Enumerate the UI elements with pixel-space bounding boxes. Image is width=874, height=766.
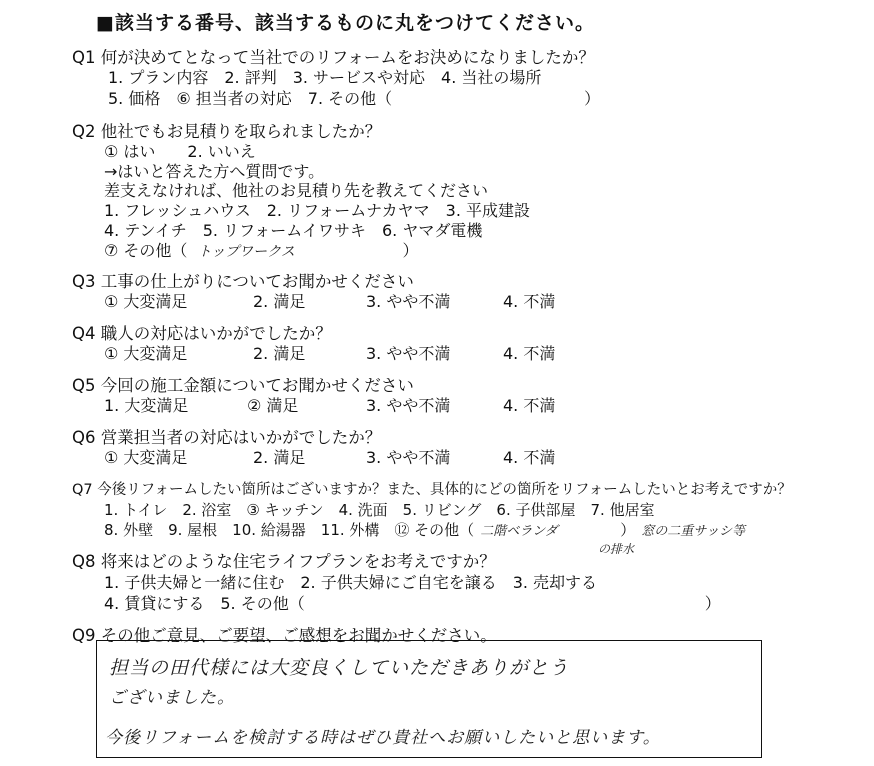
q4-option-3: 3. やや不満 xyxy=(366,344,451,363)
q3-question: Q3 工事の仕上がりについてお聞かせください xyxy=(72,272,414,291)
q5-option-2: ② 満足 xyxy=(247,396,299,415)
q2-answers: ① はい 2. いいえ xyxy=(104,142,256,161)
comment-line-1: 担当の田代様には大変良くしていただきありがとう xyxy=(109,657,570,679)
q7-other-handwritten-3: の排水 xyxy=(598,542,635,556)
q7-options-line1: 1. トイレ 2. 浴室 ③ キッチン 4. 洗面 5. リビング 6. 子供部屋 7. 他居室 xyxy=(104,501,655,519)
q2-question: Q2 他社でもお見積りを取られましたか？ xyxy=(72,122,382,141)
q7-other-close: ） xyxy=(620,521,636,539)
q8-question: Q8 将来はどのような住宅ライフプランをお考えですか？ xyxy=(72,552,496,571)
q2-other-label: ⑦ その他（ xyxy=(104,241,188,260)
q6-option-2: 2. 満足 xyxy=(253,448,306,467)
q4-option-4: 4. 不満 xyxy=(503,344,556,363)
q2-other-handwritten: トップワークス xyxy=(197,244,295,260)
q2-followup-1: →はいと答えた方へ質問です。 xyxy=(104,162,325,181)
q4-option-2: 2. 満足 xyxy=(253,344,306,363)
q7-options-line2 xyxy=(104,519,745,540)
q3-option-4: 4. 不満 xyxy=(503,292,556,311)
q2-options-line2: 4. テンイチ 5. リフォームイワサキ 6. ヤマダ電機 xyxy=(104,221,483,240)
comment-box xyxy=(96,640,762,758)
q2-followup-2: 差支えなければ、他社のお見積り先を教えてください xyxy=(104,181,489,200)
comment-line-3: 今後リフォームを検討する時はぜひ貴社へお願いしたいと思います。 xyxy=(105,728,661,748)
q2-options-line1: 1. フレッシュハウス 2. リフォームナカヤマ 3. 平成建設 xyxy=(104,201,531,220)
q3-option-1: ① 大変満足 xyxy=(104,292,188,311)
q1-question: Q1 何が決めてとなって当社でのリフォームをお決めになりましたか？ xyxy=(72,48,595,67)
q6-option-3: 3. やや不満 xyxy=(366,448,451,467)
q3-option-3: 3. やや不満 xyxy=(366,292,451,311)
comment-line-2: ございました。 xyxy=(109,688,235,708)
page-title: ■該当する番号、該当するものに丸をつけてください。 xyxy=(96,12,595,34)
q6-question: Q6 営業担当者の対応はいかがでしたか？ xyxy=(72,428,382,447)
q7-other-handwritten-2: 窓の二重サッシ等 xyxy=(641,524,745,539)
q1-options-line2: 5. 価格 ⑥ 担当者の対応 7. その他（ ） xyxy=(108,89,601,108)
q8-options-line1: 1. 子供夫婦と一緒に住む 2. 子供夫婦にご自宅を譲る 3. 売却する xyxy=(104,573,598,592)
q2-options-line3 xyxy=(104,238,418,261)
q4-question: Q4 職人の対応はいかがでしたか？ xyxy=(72,324,332,343)
q6-option-1: ① 大変満足 xyxy=(104,448,188,467)
q5-question: Q5 今回の施工金額についてお聞かせください xyxy=(72,376,414,395)
q8-options-line2: 4. 賃貸にする 5. その他（ ） xyxy=(104,594,721,613)
q5-option-4: 4. 不満 xyxy=(503,396,556,415)
q9-question: Q9 その他ご意見、ご要望、ご感想をお聞かせください。 xyxy=(72,626,497,645)
q6-option-4: 4. 不満 xyxy=(503,448,556,467)
q2-other-close: ） xyxy=(402,241,419,260)
q1-options-line1: 1. プラン内容 2. 評判 3. サービスや対応 4. 当社の場所 xyxy=(108,68,542,87)
q5-option-3: 3. やや不満 xyxy=(366,396,451,415)
q4-option-1: ① 大変満足 xyxy=(104,344,188,363)
q3-option-2: 2. 満足 xyxy=(253,292,306,311)
q7-options-line2-text: 8. 外壁 9. 屋根 10. 給湯器 11. 外構 ⑫ その他（ xyxy=(104,521,475,539)
q7-question: Q7 今後リフォームしたい箇所はございますか？また、具体的にどの箇所をリフォームしたいとお考えですか？ xyxy=(72,482,792,498)
q5-option-1: 1. 大変満足 xyxy=(104,396,189,415)
q7-other-handwritten-1: 二階ベランダ xyxy=(480,524,558,539)
